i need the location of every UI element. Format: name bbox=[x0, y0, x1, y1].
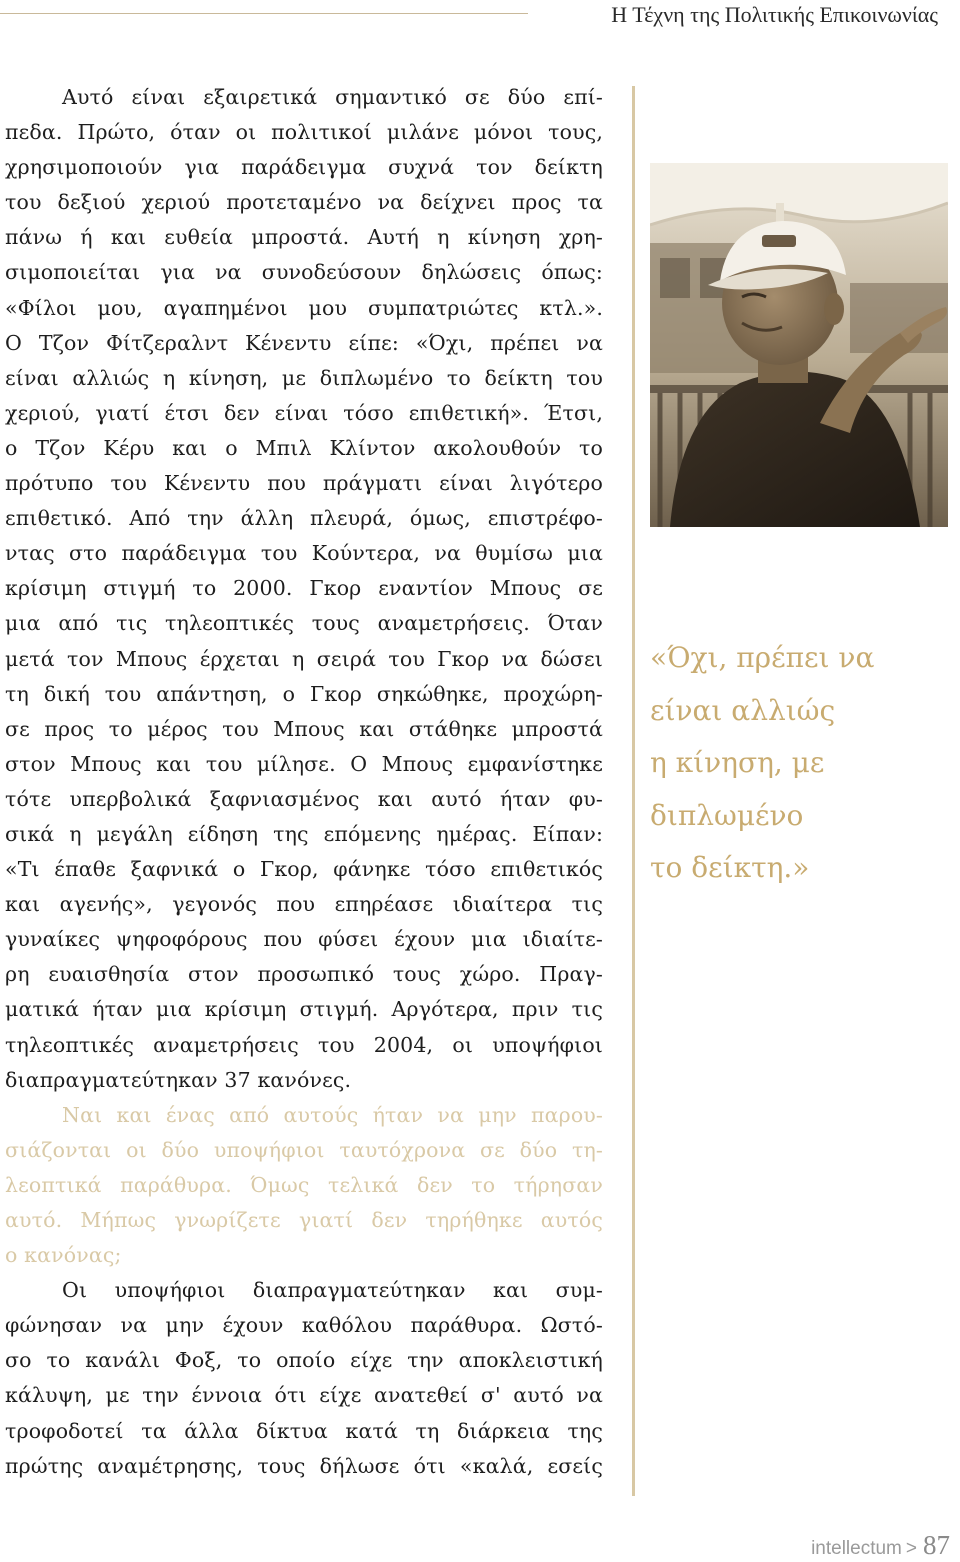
page-number: 87 bbox=[923, 1530, 950, 1560]
text-line: σιάζονται οι δύο υποψήφιοι ταυτόχρονα σε δύο τη- bbox=[5, 1137, 603, 1162]
text-line: μια από τις τηλεοπτικές τους αναμετρήσεις. Όταν bbox=[5, 611, 603, 636]
header-rule bbox=[0, 13, 528, 14]
text-line: «Φίλοι μου, αγαπημένοι μου συμπατριώτες κτλ.». bbox=[5, 295, 603, 320]
text-line: φώνησαν να μην έχουν καθόλου παράθυρα. Ωστό- bbox=[5, 1313, 603, 1338]
pull-quote-line: διπλωμένο bbox=[650, 798, 804, 832]
text-line: σιμοποιείται για να συνοδεύσουν δηλώσεις όπως: bbox=[5, 260, 603, 285]
text-line: είναι αλλιώς η κίνηση, με διπλωμένο το δείκτη του bbox=[5, 365, 603, 390]
text-line: του δεξιού χεριού προτεταμένο να δείχνει προς τα bbox=[5, 190, 603, 215]
text-line: πρότυπο του Κένεντυ που πράγματι είναι λιγότερο bbox=[5, 471, 603, 496]
text-line: τροφοδοτεί τα άλλα δίκτυα κατά τη διάρκεια της bbox=[5, 1418, 603, 1443]
text-line: τη δική του απάντηση, ο Γκορ σηκώθηκε, προχώρη- bbox=[5, 681, 603, 706]
text-line: και αγενής», γεγονός που επηρέασε ιδιαίτερα τις bbox=[5, 892, 603, 917]
photo-man-pointing bbox=[650, 163, 948, 527]
paragraph-1 bbox=[5, 80, 603, 1098]
text-line: πεδα. Πρώτο, όταν οι πολιτικοί μιλάνε μόνοι τους, bbox=[5, 120, 603, 145]
text-line: Ναι και ένας από αυτούς ήταν να μην παρου- bbox=[62, 1102, 603, 1127]
text-line: χεριού, γιατί έτσι δεν είναι τόσο επιθετική». Έτσι, bbox=[5, 400, 603, 425]
running-header bbox=[0, 0, 960, 40]
text-line: επιθετικό. Από την άλλη πλευρά, όμως, επιστρέφο- bbox=[5, 506, 603, 531]
pull-quote-line: η κίνηση, με bbox=[650, 746, 825, 779]
column-divider bbox=[632, 86, 635, 1496]
text-line: αυτό. Μήπως γνωρίζετε γιατί δεν τηρήθηκε αυτός bbox=[5, 1208, 603, 1232]
text-line: μετά τον Μπους έρχεται η σειρά του Γκορ να δώσει bbox=[5, 646, 603, 671]
page-footer bbox=[811, 1530, 950, 1562]
text-line: χρησιμοποιούν για παράδειγμα συχνά τον δείκτη bbox=[5, 155, 603, 180]
text-line: κάλυψη, με την έννοια ότι είχε ανατεθεί σ' αυτό να bbox=[5, 1383, 603, 1408]
text-line: ματικά ήταν μια κρίσιμη στιγμή. Αργότερα, πριν τις bbox=[5, 997, 603, 1022]
text-line: πρώτης αναμέτρησης, τους δήλωσε ότι «καλά, εσείς bbox=[5, 1453, 603, 1478]
text-line: σο το κανάλι Φοξ, το οποίο είχε την αποκλειστική bbox=[5, 1348, 603, 1373]
text-line: σικά η μεγάλη είδηση της επόμενης ημέρας. Είπαν: bbox=[5, 821, 603, 846]
header-title: Η Τέχνη της Πολιτικής Επικοινωνίας bbox=[611, 2, 938, 27]
text-line: τηλεοπτικές αναμετρήσεις του 2004, οι υποψήφιοι bbox=[5, 1032, 603, 1057]
text-line: «Τι έπαθε ξαφνικά ο Γκορ, φάνηκε τόσο επιθετικός bbox=[5, 857, 603, 882]
text-line: ρη ευαισθησία στον προσωπικό τους χώρο. Πραγ- bbox=[5, 962, 603, 987]
text-line: στον Μπους και του μίλησε. Ο Μπους εμφανίστηκε bbox=[5, 751, 603, 776]
text-line: πάνω ή και ευθεία μπροστά. Αυτή η κίνηση χρη- bbox=[5, 225, 603, 250]
photo-illustration bbox=[650, 163, 948, 527]
text-line: λεοπτικά παράθυρα. Όμως τελικά δεν το τήρησαν bbox=[5, 1172, 603, 1197]
text-line: τότε υπερβολικά ξαφνιασμένος και αυτό ήταν φυ- bbox=[5, 786, 603, 811]
footer-brand: intellectum bbox=[811, 1538, 902, 1559]
text-line: Αυτό είναι εξαιρετικά σημαντικό σε δύο επί- bbox=[62, 85, 603, 109]
text-line: γυναίκες ψηφοφόρους που φύσει έχουν μια ιδιαίτε- bbox=[5, 927, 603, 952]
text-line: κρίσιμη στιγμή το 2000. Γκορ εναντίον Μπους σε bbox=[5, 576, 603, 601]
text-line: Ο Τζον Φίτζεραλντ Κένεντυ είπε: «Όχι, πρέπει να bbox=[5, 330, 603, 355]
text-line: ο Τζον Κέρυ και ο Μπιλ Κλίντον ακολουθούν το bbox=[5, 435, 603, 460]
footer-arrow: > bbox=[905, 1538, 917, 1559]
text-line: ο κανόνας; bbox=[5, 1243, 122, 1268]
paragraph-3 bbox=[5, 1273, 603, 1484]
text-line: Οι υποψήφιοι διαπραγματεύτηκαν και συμ- bbox=[62, 1278, 603, 1303]
text-line: σε προς το μέρος του Μπους και στάθηκε μπροστά bbox=[5, 716, 603, 741]
paragraph-2-question bbox=[5, 1098, 603, 1273]
text-line: ντας στο παράδειγμα του Κούντερα, να θυμίσω μια bbox=[5, 541, 603, 566]
pull-quote-line: είναι αλλιώς bbox=[650, 693, 836, 727]
pull-quote bbox=[650, 632, 950, 895]
body-column bbox=[5, 80, 603, 1484]
text-line: διαπραγματεύτηκαν 37 κανόνες. bbox=[5, 1067, 352, 1092]
pull-quote-line: «Όχι, πρέπει να bbox=[650, 641, 875, 674]
pull-quote-line: το δείκτη.» bbox=[650, 851, 810, 884]
